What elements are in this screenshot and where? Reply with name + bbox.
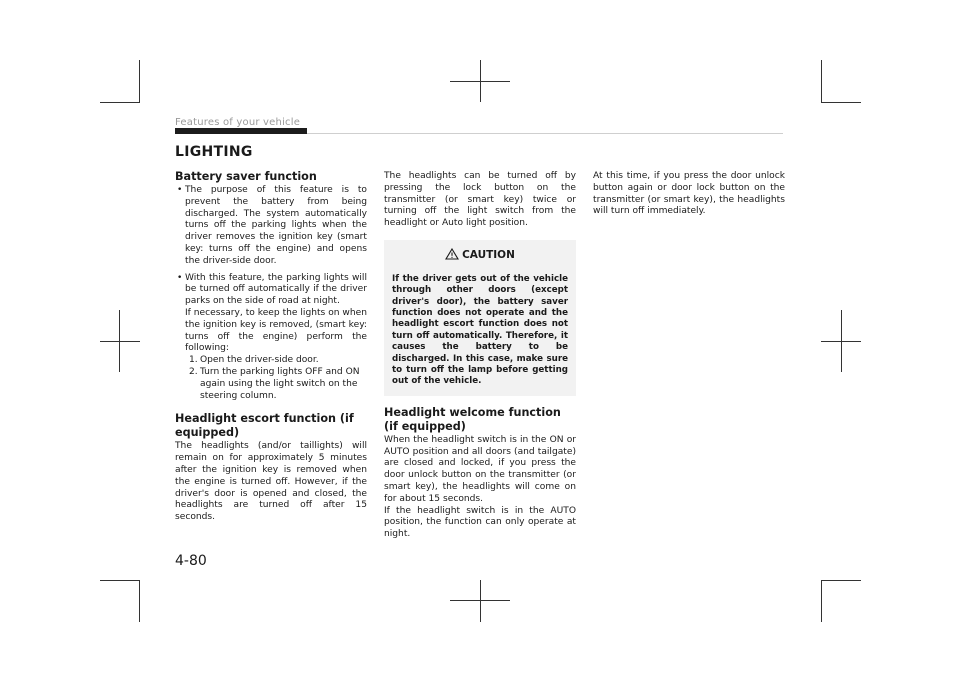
- section-bar: [175, 128, 307, 134]
- section-rule: [307, 133, 783, 134]
- battery-saver-heading: Battery saver function: [175, 170, 317, 183]
- welcome-text-3: At this time, if you press the door unlock button again or door lock button on the transmitter (or smart key), the headlights will turn off immediately.: [593, 171, 785, 217]
- crop-mark: [821, 60, 822, 102]
- caution-text: If the driver gets out of the vehicle through other doors (except driver's door), the battery saver function does not operate and the headlight escort function does not turn off automatically. Therefore, it causes the battery to be discharged. In this case, make sure to turn off the lamp before getting out of the vehicle.: [392, 273, 568, 387]
- welcome-text-1: When the headlight switch is in the ON or AUTO position and all doors (and tailgate) are closed and locked, if you press the door unlock button on the transmitter (or smart key), the headlights will come on for about 15 seconds.: [384, 434, 576, 504]
- column-3: [593, 171, 785, 218]
- registration-mark: [100, 341, 140, 342]
- battery-saver-bullet-2-note: If necessary, to keep the lights on when the ignition key is removed, (smart key: turns off the engine) perform the following:: [185, 307, 367, 354]
- section-label: Features of your vehicle: [175, 117, 301, 128]
- step-number: 1.: [189, 355, 198, 366]
- step-2: [175, 367, 367, 402]
- registration-mark: [480, 580, 481, 622]
- escort-continued-text: The headlights can be turned off by pressing the lock button on the transmitter (or smart key) twice or turning off the light switch from the headlight or Auto light position.: [384, 171, 576, 229]
- caution-box: [384, 240, 576, 396]
- battery-saver-bullet-2-text: • With this feature, the parking lights will be turned off automatically if the driver parks on the side of road at night.: [185, 272, 367, 307]
- registration-mark: [450, 600, 510, 601]
- crop-mark: [821, 580, 822, 622]
- escort-heading: Headlight escort function (if equipped): [175, 412, 354, 440]
- welcome-text-2: If the headlight switch is in the AUTO position, the function can only operate at night.: [384, 505, 576, 540]
- welcome-heading: Headlight welcome function (if equipped): [384, 405, 561, 433]
- battery-saver-bullet-1: • The purpose of this feature is to prevent the battery from being discharged. The system automatically turns off the parking lights when the driver removes the ignition key (smart key: turns off the engine) and opens the driver-side door.: [175, 185, 367, 268]
- battery-saver-bullet-2: [175, 273, 367, 356]
- page-number: 4-80: [175, 553, 207, 569]
- crop-mark: [139, 580, 140, 622]
- caution-heading: [392, 248, 568, 262]
- crop-mark: [100, 102, 140, 103]
- crop-mark: [821, 102, 861, 103]
- escort-text: The headlights (and/or taillights) will remain on for approximately 5 minutes after the ignition key is removed when the engine is turned off. However, if the driver's door is opened and closed, the headlights are turned off after 15 seconds.: [175, 441, 367, 523]
- step-number: 2.: [189, 366, 198, 377]
- registration-mark: [450, 81, 510, 82]
- step-1: [175, 355, 367, 367]
- step-text: Turn the parking lights OFF and ON again using the light switch on the steering column.: [200, 366, 360, 401]
- crop-mark: [821, 580, 861, 581]
- column-2: [384, 171, 576, 541]
- column-1: [175, 170, 367, 524]
- crop-mark: [100, 580, 140, 581]
- caution-title: CAUTION: [462, 248, 515, 261]
- step-text: Open the driver-side door.: [200, 355, 319, 366]
- warning-triangle-icon: [445, 248, 459, 260]
- registration-mark: [821, 341, 861, 342]
- page-title: LIGHTING: [175, 144, 253, 160]
- crop-mark: [139, 60, 140, 102]
